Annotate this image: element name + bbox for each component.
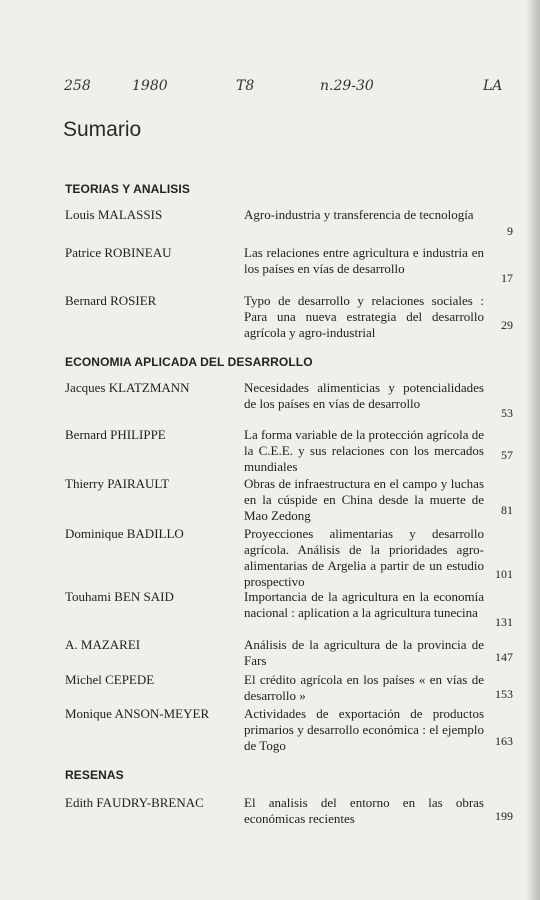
handwritten-note: 1980	[132, 78, 168, 94]
page-edge-shadow	[526, 0, 540, 900]
handwritten-note: n.29-30	[320, 78, 374, 94]
author-name: Patrice ROBINEAU	[65, 245, 172, 260]
article-title: El analisis del entorno en las obras económicas recientes	[244, 795, 484, 826]
article-title: La forma variable de la protección agrícola de la C.E.E. y sus relaciones con los mercados mundiales	[244, 427, 485, 474]
author-name: Dominique BADILLO	[65, 526, 184, 541]
article-title: Necesidades alimenticias y potencialidades de los países en vías de desarrollo	[244, 380, 484, 411]
article-title: Typo de desarrollo y relaciones sociales : Para una nueva estrategia del desarrollo agrícola y agro-industrial	[244, 293, 484, 340]
author-name: Bernard ROSIER	[65, 293, 157, 308]
handwritten-note: LA	[483, 78, 503, 94]
author-name: Jacques KLATZMANN	[65, 380, 190, 395]
handwritten-note: 258	[64, 78, 91, 94]
author-name: Bernard PHILIPPE	[65, 427, 166, 442]
article-title: Agro-industria y transferencia de tecnología	[244, 207, 474, 222]
article-title: Proyecciones alimentarias y desarrollo agrícola. Análisis de la prioridades agro-alimentarias de Argelia a partir de un estudio prospectivo	[244, 526, 484, 589]
handwritten-note: T8	[236, 78, 255, 94]
author-name: Touhami BEN SAID	[65, 589, 174, 604]
author-name: Monique ANSON-MEYER	[65, 706, 210, 721]
page-title: Sumario	[63, 118, 142, 141]
article-title: Actividades de exportación de productos primarios y desarrollo económica : el ejemplo de Togo	[244, 706, 484, 753]
article-title: El crédito agrícola en los países « en vías de desarrollo »	[244, 672, 484, 703]
author-name: A. MAZAREI	[65, 637, 141, 652]
author-name: Thierry PAIRAULT	[65, 476, 170, 491]
author-name: Louis MALASSIS	[65, 207, 163, 222]
article-title: Las relaciones entre agricultura e industria en los países en vías de desarrollo	[244, 245, 484, 276]
section-heading: RESENAS	[65, 768, 124, 782]
author-name: Michel CEPEDE	[65, 672, 155, 687]
article-title: Importancia de la agricultura en la economía nacional : aplication a la agricultura tunecina	[244, 589, 484, 620]
author-name: Edith FAUDRY-BRENAC	[65, 795, 204, 810]
section-heading: ECONOMIA APLICADA DEL DESARROLLO	[65, 355, 313, 369]
article-title: Análisis de la agricultura de la provincia de Fars	[244, 637, 484, 668]
article-title: Obras de infraestructura en el campo y luchas en la cúspide en China desde la muerte de Mao Zedong	[244, 476, 484, 523]
section-heading: TEORIAS Y ANALISIS	[65, 182, 190, 196]
